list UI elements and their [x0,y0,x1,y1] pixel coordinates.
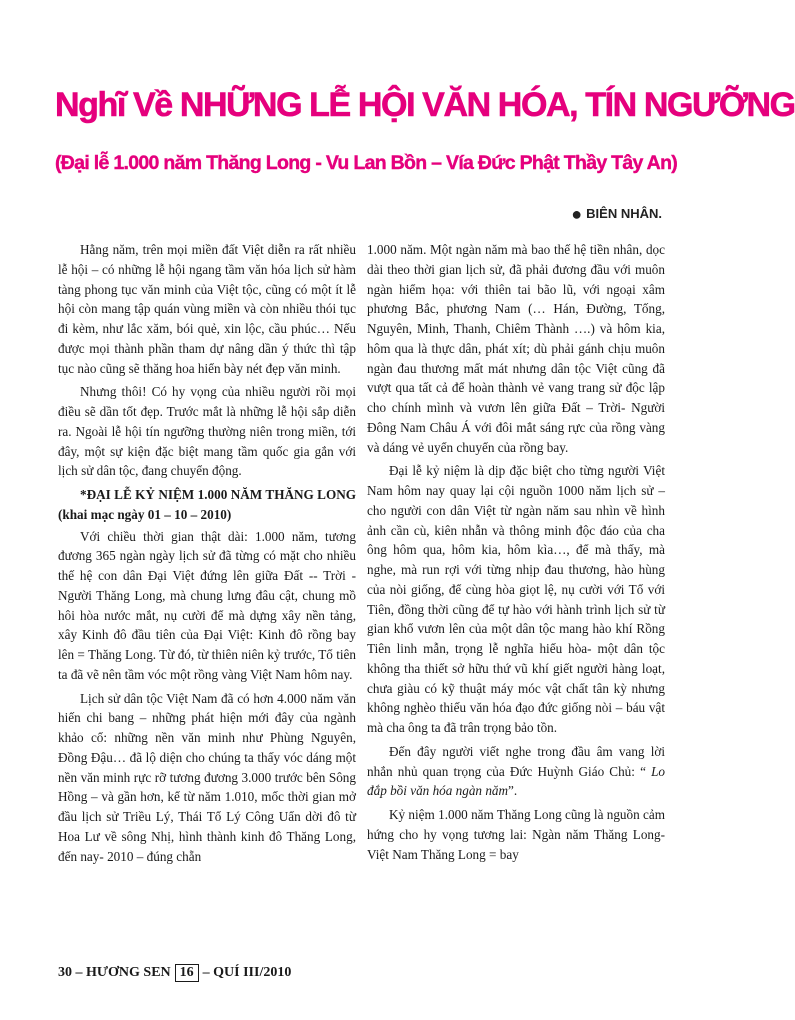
author-byline [571,204,662,225]
quote-text: Lo đắp bồi văn hóa ngàn năm [367,763,665,799]
paragraph [367,742,665,801]
author-name: BIÊN NHÂN. [586,206,662,221]
paragraph: Kỷ niệm 1.000 năm Thăng Long cũng là nguồn cảm hứng cho hy vọng tương lai: Ngàn năm Thăng Long- Việt Nam Thăng Long = bay [367,807,665,862]
paragraph: Đại lễ kỷ niệm là dịp đặc biệt cho từng người Việt Nam hôm nay quay lại cội nguồn 1000 năm lịch sử – cho người con dân Việt từ ngàn năm sau nhìn về hình ảnh cần cù, kiên nhẫn và thông minh độc đáo của cha ông hôm qua, hôm kia, hôm kìa…, để mà thấy, mà nghe, mà run rợi với từng nhịp đau thương, hào hùng của nòi giống, để cùng hòa giọt lệ, nụ cười với Tổ với Tiên, đồng thời cũng để tự hào với hành trình lịch sử từ gian khổ vươn lên của một dân tộc mang hào khí Rồng Tiên linh mẫn, trọng lễ nghĩa hiếu hòa- một dân tộc không tha thiết sở hữu thứ vũ khí giết người hàng loạt, chưa giàu có kỹ thuật máy móc vật chất tân kỳ nhưng không nghèo thiếu văn hóa đạo đức giống nòi – báu vật mà cha ông ta đã trân trọng bảo tồn. [367,463,665,735]
paragraph: Nhưng thôi! Có hy vọng của nhiều người rồi mọi điều sẽ dần tốt đẹp. Trước mắt là những lễ hội sắp diễn ra. Ngoài lễ hội tín ngưỡng thường niên trong miền, tới đây, một sự kiện đặc biệt mang tầm quốc gia gắn với lịch sử dân tộc, đang chuyển động. [58,384,356,479]
footer-quarter-label: – QUÍ III/2010 [202,965,292,980]
issue-number-box: 16 [175,964,199,982]
section-heading-text: *ĐẠI LỄ KỶ NIỆM 1.000 NĂM THĂNG LONG [80,487,356,502]
paragraph: Lịch sử dân tộc Việt Nam đã có hơn 4.000 năm văn hiến chi bang – những phát hiện mới đây của ngành khảo cổ: những nền văn minh như Phùng Nguyên, Đồng Đậu… đã lộ diện cho chúng ta thấy vóc dáng một nền văn minh rực rỡ tương đương 3.000 trước bên Sông Hồng – và gần hơn, kể từ năm 1.010, mốc thời gian mở đầu lịch sử Triều Lý, Thái Tổ Lý Công Uẩn dời đô từ Hoa Lư về sông Nhị, hình thành kinh đô Thăng Long, đến nay- 2010 – đúng chẵn [58,690,356,864]
section-heading [58,485,356,525]
right-column [367,240,665,868]
section-heading-date: (khai mạc ngày 01 – 10 – 2010) [58,506,232,522]
left-column [58,240,356,870]
paragraph: 1.000 năm. Một ngàn năm mà bao thế hệ tiền nhân, dọc dài theo thời gian lịch sử, đã phải đương đầu với muôn ngàn hiểm họa: với thiên tai bão lũ, với ngoại xâm phương Bắc, phương Nam (… Hán, Đường, Tống, Nguyên, Minh, Thanh, Chiêm Thành ….) và hôm kia, hôm qua là thực dân, phát xít; dù phải gánh chịu muôn ngàn đau thương mất mát nhưng dân tộc Việt cũng đã vượt qua tất cả để hoàn thành vẻ vang trang sử độc lập cho chính mình và vươn lên giữa Đất – Trời- Người Đông Nam Châu Á với đôi mắt sáng rực của rồng vàng và dáng vẻ uyển chuyển của rồng bay. [367,242,665,455]
quote-end: ”. [508,783,518,799]
page-footer [58,964,291,982]
quote-lead: Đến đây người viết nghe trong đầu âm vang lời nhắn nhủ quan trọng của Đức Huỳnh Giáo Chủ: “ [367,743,665,779]
article-subtitle: (Đại lễ 1.000 năm Thăng Long - Vu Lan Bồn – Vía Đức Phật Thầy Tây An) [55,152,678,174]
paragraph: Hằng năm, trên mọi miền đất Việt diễn ra rất nhiều lễ hội – có những lễ hội ngang tầm văn hóa lịch sử hàm tàng phong tục văn minh của Việt tộc, cũng có một ít lễ hội còn mang tập quán vùng miền và còn nhiều thói tục đi kèm, như lắc xăm, bói quẻ, xin lộc, cầu phúc… Nếu được mọi thành phần tham dự nâng dần ý thức thì tập tục nào cũng sẽ thăng hoa hiển bày nét đẹp văn minh. [58,242,356,376]
footer-page-label: 30 – HƯƠNG SEN [58,965,171,980]
paragraph: Với chiều thời gian thật dài: 1.000 năm, tương đương 365 ngàn ngày lịch sử đã từng có mặt cho nhiều thế hệ con dân Đại Việt đứng lên giữa Đất -- Trời - Người Thăng Long, mà chung lưng đâu cật, chung mồ hôi hòa nước mắt, nụ cười để mà dựng xây nền tảng, xây Kinh đô đầu tiên của Đại Việt: Kinh đô rồng bay lên = Thăng Long. Từ đó, từ thiên niên kỷ trước, Tổ tiên ta đã vẽ nên tầm vóc một rồng vàng Việt Nam hôm nay. [58,528,356,682]
article-title: Nghĩ Về NHỮNG LỄ HỘI VĂN HÓA, TÍN NGƯỠNG [55,86,795,124]
bullet-icon: ● [571,204,583,224]
